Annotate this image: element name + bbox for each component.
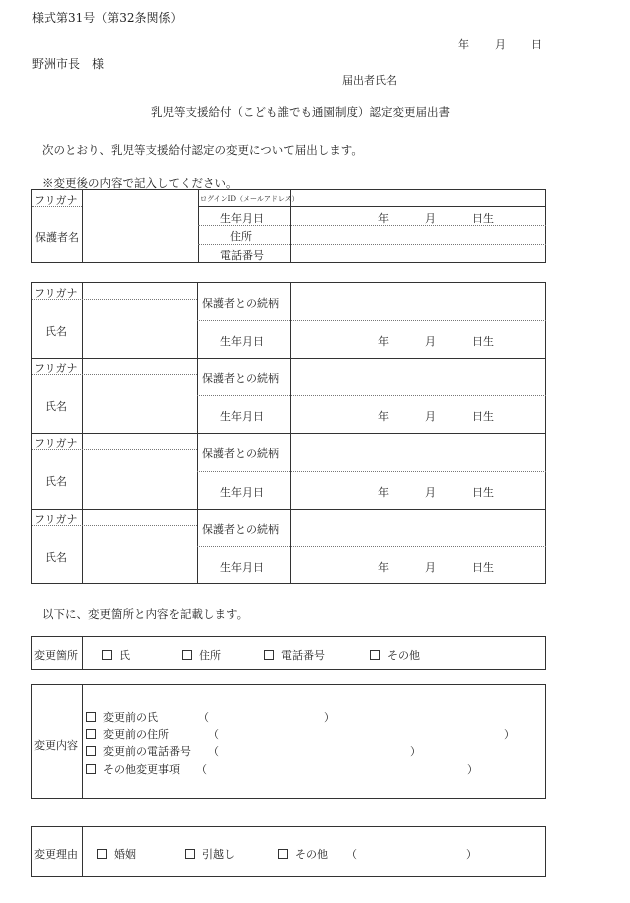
guardian-name-label: 保護者名	[35, 231, 79, 244]
form-number: 様式第31号（第32条関係）	[32, 11, 183, 25]
checkbox[interactable]	[86, 712, 96, 722]
child-birthdate-label: 生年月日	[220, 561, 264, 574]
guardian-phone-label: 電話番号	[220, 249, 264, 262]
change-reason-table	[31, 826, 546, 877]
change-content-item[interactable]: 変更前の電話番号	[86, 743, 191, 759]
child-relation-label: 保護者との続柄	[202, 447, 279, 460]
paren-open: （	[208, 745, 219, 758]
child-birthdate-label: 生年月日	[220, 410, 264, 423]
child-name-label: 氏名	[45, 551, 67, 564]
guardian-birth-month: 月	[425, 212, 436, 225]
child-relation-label: 保護者との続柄	[202, 523, 279, 536]
change-location-option-address[interactable]: 住所	[182, 647, 221, 663]
guardian-table	[31, 189, 546, 263]
checkbox[interactable]	[86, 729, 96, 739]
change-location-option-other[interactable]: その他	[370, 647, 420, 663]
checkbox[interactable]	[185, 849, 195, 859]
change-content-item[interactable]: 変更前の住所	[86, 726, 169, 742]
child-birth-month: 月	[425, 410, 436, 423]
paren-close: ）	[324, 711, 335, 724]
login-id-label: ログインID（メールアドレス）	[200, 195, 299, 203]
document-title: 乳児等支援給付（こども誰でも通園制度）認定変更届出書	[151, 105, 450, 119]
checkbox[interactable]	[370, 650, 380, 660]
child-furigana-label: フリガナ	[34, 362, 78, 375]
paren-open: （	[346, 848, 357, 861]
intro-text: 次のとおり、乳児等支援給付認定の変更について届出します。	[42, 143, 363, 157]
child-name-label: 氏名	[45, 325, 67, 338]
date-year-label: 年	[458, 38, 469, 51]
checkbox[interactable]	[97, 849, 107, 859]
paren-close: ）	[466, 848, 477, 861]
change-reason-option-moving[interactable]: 引越し	[185, 846, 235, 862]
guardian-furigana-label: フリガナ	[34, 194, 78, 207]
change-location-table	[31, 636, 546, 670]
change-reason-option-other[interactable]: その他	[278, 846, 328, 862]
paren-close: ）	[410, 745, 421, 758]
child-birth-year: 年	[378, 486, 389, 499]
change-content-item[interactable]: その他変更事項	[86, 761, 180, 777]
checkbox[interactable]	[86, 746, 96, 756]
children-table	[31, 282, 546, 584]
child-birth-day: 日生	[472, 486, 494, 499]
addressee: 野洲市長 様	[32, 57, 105, 71]
paren-open: （	[196, 763, 207, 776]
guardian-birth-day: 日生	[472, 212, 494, 225]
change-content-item[interactable]: 変更前の氏	[86, 709, 158, 725]
paren-open: （	[198, 711, 209, 724]
paren-close: ）	[504, 728, 515, 741]
guardian-birth-year: 年	[378, 212, 389, 225]
change-intro-text: 以下に、変更箇所と内容を記載します。	[42, 607, 249, 621]
change-content-table	[31, 684, 546, 799]
date-month-label: 月	[495, 38, 506, 51]
child-birth-day: 日生	[472, 410, 494, 423]
child-birth-month: 月	[425, 335, 436, 348]
change-content-label: 変更内容	[34, 739, 78, 752]
child-birth-year: 年	[378, 561, 389, 574]
applicant-name-label: 届出者氏名	[342, 74, 397, 87]
paren-close: ）	[467, 763, 478, 776]
paren-open: （	[208, 728, 219, 741]
child-name-label: 氏名	[45, 475, 67, 488]
change-location-option-name[interactable]: 氏	[102, 647, 130, 663]
child-relation-label: 保護者との続柄	[202, 372, 279, 385]
child-birthdate-label: 生年月日	[220, 335, 264, 348]
child-furigana-label: フリガナ	[34, 287, 78, 300]
checkbox[interactable]	[182, 650, 192, 660]
child-birth-year: 年	[378, 410, 389, 423]
child-name-label: 氏名	[45, 400, 67, 413]
note-text: ※変更後の内容で記入してください。	[42, 176, 238, 190]
child-furigana-label: フリガナ	[34, 437, 78, 450]
guardian-birthdate-label: 生年月日	[220, 212, 264, 225]
change-location-option-phone[interactable]: 電話番号	[264, 647, 325, 663]
child-birth-month: 月	[425, 486, 436, 499]
change-location-label: 変更箇所	[34, 649, 78, 662]
child-birthdate-label: 生年月日	[220, 486, 264, 499]
child-relation-label: 保護者との続柄	[202, 297, 279, 310]
child-birth-month: 月	[425, 561, 436, 574]
checkbox[interactable]	[86, 764, 96, 774]
child-furigana-label: フリガナ	[34, 513, 78, 526]
checkbox[interactable]	[278, 849, 288, 859]
date-day-label: 日	[531, 38, 542, 51]
child-birth-day: 日生	[472, 335, 494, 348]
child-birth-year: 年	[378, 335, 389, 348]
guardian-address-label: 住所	[230, 230, 252, 243]
change-reason-option-marriage[interactable]: 婚姻	[97, 846, 136, 862]
child-birth-day: 日生	[472, 561, 494, 574]
change-reason-label: 変更理由	[34, 848, 78, 861]
checkbox[interactable]	[264, 650, 274, 660]
checkbox[interactable]	[102, 650, 112, 660]
